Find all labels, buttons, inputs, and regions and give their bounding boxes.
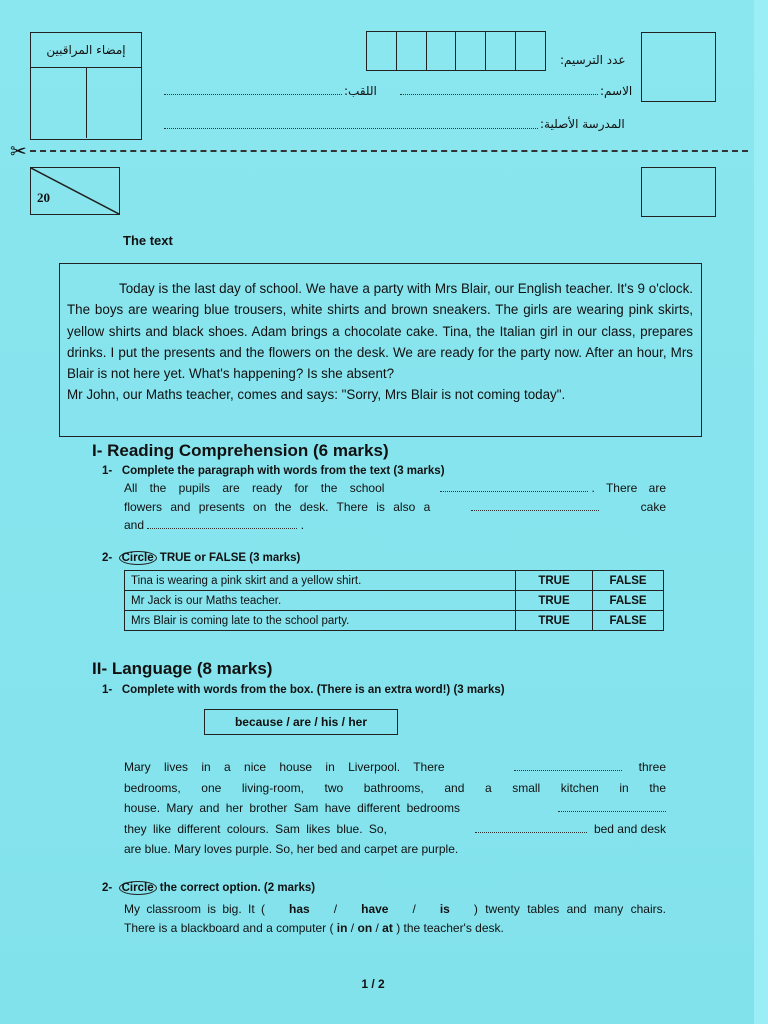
- scissors-icon: ✂: [10, 139, 27, 163]
- answer-blank[interactable]: [558, 801, 666, 812]
- question-title: [102, 465, 445, 477]
- reading-passage: [59, 263, 702, 437]
- circle-word: Circle: [119, 881, 157, 895]
- true-option[interactable]: TRUE: [516, 591, 593, 611]
- page-edge: [754, 0, 768, 1024]
- section-title: II- Language (8 marks): [92, 659, 273, 678]
- true-option[interactable]: TRUE: [516, 571, 593, 591]
- false-option[interactable]: FALSE: [593, 571, 664, 591]
- true-option[interactable]: TRUE: [516, 611, 593, 631]
- table-row: [125, 571, 664, 591]
- passage-paragraph: Today is the last day of school. We have a party with Mrs Blair, our English teacher. It's 9 o'clock. The boys are wearing blue trousers, white shirts and brown sneakers. The girls are wearing pink skirts, yellow shirts and black shoes. Adam brings a chocolate cake. Tina, the Italian girl in our class, prepares drinks. I put the presents and the flowers on the desk. We are ready for the party now. After an hour, Mrs Blair is not here yet. What's happening? Is she absent?: [67, 281, 693, 382]
- registration-number-label: عدد الترسيم:: [560, 53, 626, 67]
- header-code-box[interactable]: [641, 32, 716, 102]
- statement-cell: Tina is wearing a pink skirt and a yellow shirt.: [125, 571, 516, 591]
- option-word[interactable]: has: [289, 902, 310, 916]
- statement-cell: Mrs Blair is coming late to the school party.: [125, 611, 516, 631]
- registration-number-boxes[interactable]: [366, 31, 546, 71]
- school-field[interactable]: [164, 128, 538, 129]
- name-field[interactable]: [400, 94, 598, 95]
- answer-blank[interactable]: [475, 822, 587, 833]
- signature-cell[interactable]: [31, 68, 87, 138]
- surname-label: اللقب:: [344, 84, 377, 98]
- table-row: [125, 591, 664, 611]
- word-box: because / are / his / her: [204, 709, 398, 735]
- option-word[interactable]: in: [336, 920, 348, 935]
- fill-paragraph: All the pupils are ready for the school . There are flowers and presents on the desk. There is also a cake and .: [124, 481, 666, 532]
- option-word[interactable]: have: [361, 902, 389, 916]
- supervisors-signature-box: [30, 32, 142, 140]
- circle-word: Circle: [119, 551, 157, 565]
- section-title: I- Reading Comprehension (6 marks): [92, 441, 389, 460]
- question-number: 1-: [102, 465, 113, 477]
- false-option[interactable]: FALSE: [593, 611, 664, 631]
- answer-blank[interactable]: [514, 760, 622, 771]
- surname-field[interactable]: [164, 94, 342, 95]
- original-school-label: المدرسة الأصلية:: [540, 117, 625, 131]
- false-option[interactable]: FALSE: [593, 591, 664, 611]
- option-word[interactable]: on: [357, 920, 373, 935]
- cut-line: [30, 150, 748, 152]
- name-label: الاسم:: [600, 84, 633, 98]
- score-box: [30, 167, 120, 215]
- answer-blank[interactable]: [147, 518, 297, 529]
- statement-cell: Mr Jack is our Maths teacher.: [125, 591, 516, 611]
- passage-paragraph: Mr John, our Maths teacher, comes and says: "Sorry, Mrs Blair is not coming today".: [67, 387, 566, 403]
- answer-blank[interactable]: [471, 500, 599, 511]
- signature-cell[interactable]: [87, 68, 142, 138]
- question-title: 2- Circle TRUE or FALSE (3 marks): [102, 552, 301, 564]
- option-word[interactable]: at: [382, 920, 393, 935]
- true-false-table: [124, 570, 664, 631]
- supervisors-signature-label: إمضاء المراقبين: [31, 33, 141, 68]
- question-title: 2- Circle the correct option. (2 marks): [102, 882, 316, 894]
- page-number: 1 / 2: [361, 977, 385, 991]
- question-title: 1- Complete with words from the box. (There is an extra word!) (3 marks): [102, 684, 505, 696]
- table-row: [125, 611, 664, 631]
- fill-paragraph: Mary lives in a nice house in Liverpool. There three bedrooms, one living-room, two bathrooms, and a small kitchen in the house. Mary and her brother Sam have different bedrooms they like different colours. Sam likes blue. So, bed and desk are blue. Mary loves purple. So, her bed and carpet are purple.: [124, 760, 666, 857]
- question-text: Complete the paragraph with words from the text (3 marks): [121, 465, 445, 477]
- code-box[interactable]: [641, 167, 716, 217]
- score-max: 20: [37, 190, 50, 205]
- text-title: The text: [123, 233, 173, 248]
- option-word[interactable]: is: [439, 902, 450, 916]
- answer-blank[interactable]: [440, 481, 588, 492]
- circle-option-paragraph: My classroom is big. It ( has / have / is ) twenty tables and many chairs. There is a blackboard and a computer ( in / on / at ) the teacher's desk.: [124, 902, 666, 935]
